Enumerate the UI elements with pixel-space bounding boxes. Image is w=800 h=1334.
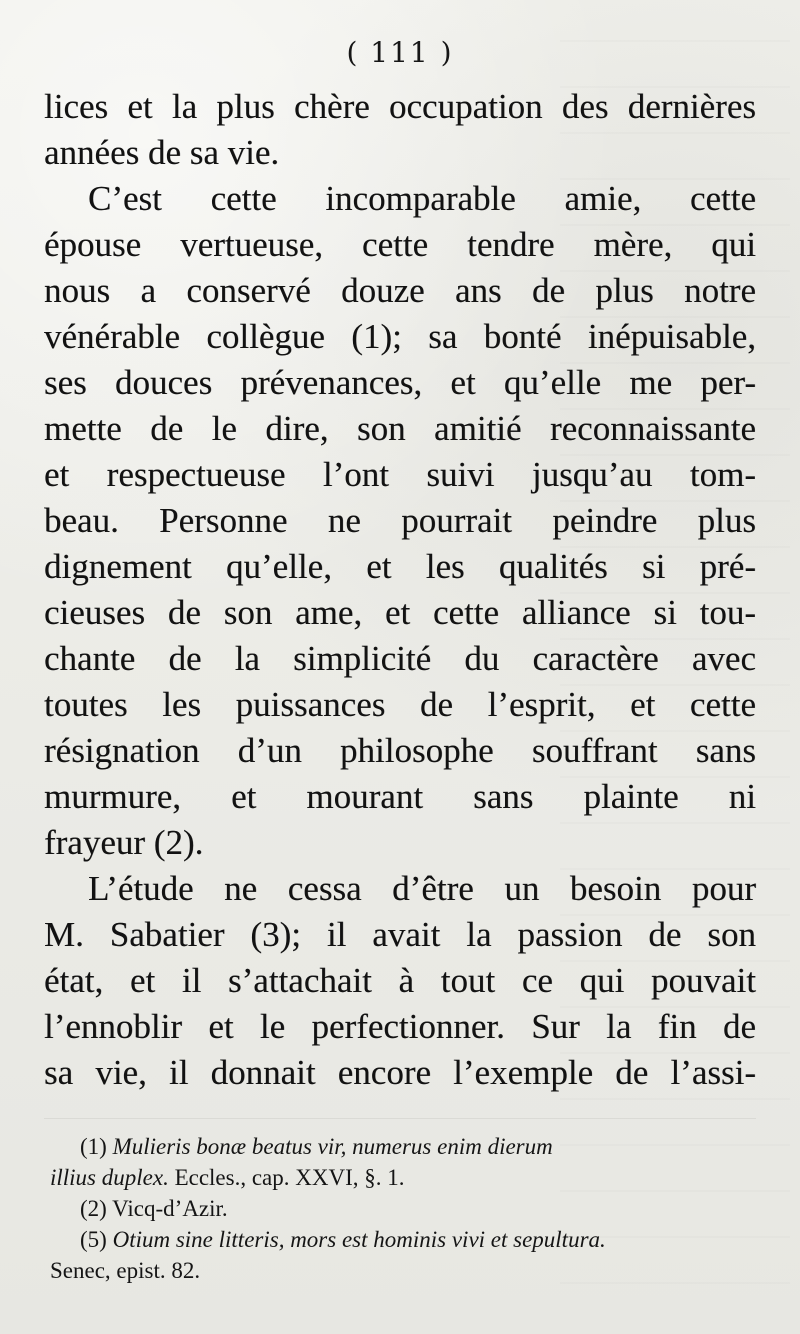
footnote-1-marker: (1) — [80, 1134, 107, 1159]
body-line-9: et respectueuse l’ont suivi jusqu’au tom- — [44, 455, 756, 494]
body-line-16: murmure, et mourant sans plainte ni — [44, 777, 756, 816]
body-line-14: toutes les puissances de l’esprit, et cette — [44, 685, 756, 724]
footnote-2-text: Vicq-d’Azir. — [112, 1196, 228, 1221]
footnote-2-marker: (2) — [80, 1196, 107, 1221]
main-body-text — [44, 84, 756, 1096]
body-line-4: épouse vertueuse, cette tendre mère, qui — [44, 225, 756, 264]
body-line-12: cieuses de son ame, et cette alliance si tou- — [44, 593, 756, 632]
body-line-19: M. Sabatier (3); il avait la passion de son — [44, 915, 756, 954]
body-line-8: mette de le dire, son amitié reconnaissante — [44, 409, 756, 448]
body-line-18: L’étude ne cessa d’être un besoin pour — [88, 869, 756, 908]
body-line-21: l’ennoblir et le perfectionner. Sur la fin de — [44, 1007, 756, 1046]
footnote-1-text-b: illius duplex. — [50, 1165, 169, 1190]
footnotes — [50, 1131, 762, 1286]
body-line-17: frayeur (2). — [44, 823, 204, 862]
body-line-6: vénérable collègue (1); sa bonté inépuisable, — [44, 317, 756, 356]
body-line-11: dignement qu’elle, et les qualités si pré- — [44, 547, 756, 586]
body-line-7: ses douces prévenances, et qu’elle me per- — [44, 363, 756, 402]
page-number: ( 111 ) — [346, 36, 454, 69]
body-line-1: lices et la plus chère occupation des dernières — [44, 87, 756, 126]
footnote-3-marker: (5) — [80, 1227, 107, 1252]
footnote-1-line-2 — [50, 1162, 762, 1193]
body-line-15: résignation d’un philosophe souffrant sans — [44, 731, 756, 770]
footnote-separator — [44, 1118, 756, 1119]
body-line-2: années de sa vie. — [44, 133, 280, 172]
body-line-22: sa vie, il donnait encore l’exemple de l’assi- — [44, 1053, 756, 1092]
body-line-3: C’est cette incomparable amie, cette — [88, 179, 756, 218]
footnote-1-text-a: Mulieris bonæ beatus vir, numerus enim dierum — [112, 1134, 553, 1159]
footnote-1-line-1 — [50, 1131, 762, 1162]
footnote-1-reference: Eccles., cap. XXVI, §. 1. — [174, 1165, 405, 1190]
footnote-3-text: Otium sine litteris, mors est hominis vivi et sepultura. — [112, 1227, 606, 1252]
body-line-20: état, et il s’attachait à tout ce qui pouvait — [44, 961, 756, 1000]
footnote-3-reference: Senec, epist. 82. — [50, 1258, 201, 1283]
footnote-3-line-2 — [50, 1255, 762, 1286]
body-line-5: nous a conservé douze ans de plus notre — [44, 271, 756, 310]
footnote-2-line — [50, 1193, 762, 1224]
body-line-10: beau. Personne ne pourrait peindre plus — [44, 501, 756, 540]
body-line-13: chante de la simplicité du caractère avec — [44, 639, 756, 678]
footnote-3-line-1 — [50, 1224, 762, 1255]
